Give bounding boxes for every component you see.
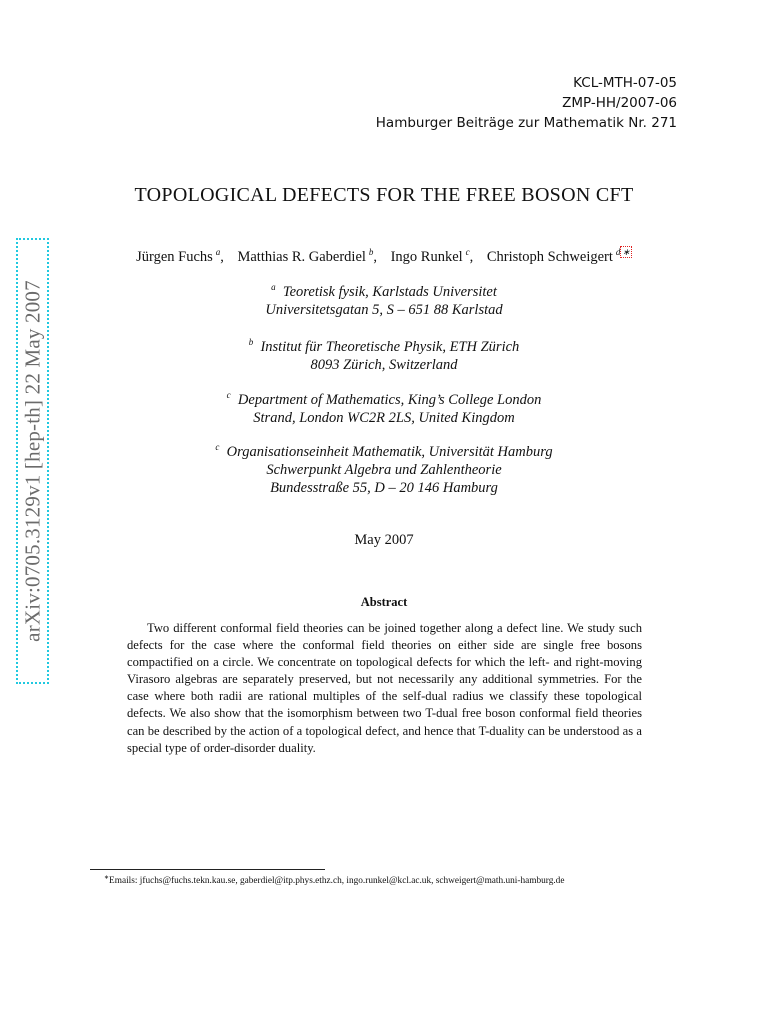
affiliation-mark: c (226, 390, 231, 400)
author-name: Matthias R. Gaberdiel (237, 248, 366, 265)
affiliation (0, 438, 768, 497)
affiliation-text: Organisationseinheit Mathematik, Universität Hamburg (226, 443, 553, 460)
affiliation-text: Department of Mathematics, King’s College London (237, 391, 542, 408)
footnote-link[interactable] (620, 246, 632, 258)
report-number: KCL-MTH-07-05 (573, 75, 677, 91)
affiliation-mark: d (615, 247, 621, 257)
affiliation-mark: a (215, 247, 221, 257)
affiliation-line: Bundesstraße 55, D – 20 146 Hamburg (270, 479, 498, 496)
affiliation-mark: b (368, 247, 374, 257)
affiliation-mark: b (248, 337, 254, 347)
author-name: Ingo Runkel (390, 248, 463, 265)
affiliation (0, 386, 768, 427)
author-list (0, 246, 768, 266)
author (487, 249, 632, 265)
publication-date: May 2007 (354, 532, 414, 548)
footnote-mark: ∗ (622, 247, 630, 257)
author-name: Jürgen Fuchs (136, 248, 213, 265)
report-number: Hamburger Beiträge zur Mathematik Nr. 271 (375, 115, 677, 131)
affiliation-line: Strand, London WC2R 2LS, United Kingdom (253, 409, 515, 426)
affiliation (0, 278, 768, 319)
affiliation-line: Schwerpunkt Algebra und Zahlentheorie (266, 461, 502, 478)
footnote-mark: ∗ (104, 875, 110, 881)
affiliation-mark: a (271, 282, 276, 292)
footnote (104, 874, 704, 886)
arxiv-identifier[interactable]: arXiv:0705.3129v1 [hep-th] 22 May 2007 (20, 280, 45, 642)
affiliation-line: Universitetsgatan 5, S – 651 88 Karlstad (265, 301, 503, 318)
footnote-divider (90, 869, 325, 870)
report-number: ZMP-HH/2007-06 (562, 95, 677, 111)
footnote-emails[interactable]: Emails: jfuchs@fuchs.tekn.kau.se, gaberdiel@itp.phys.ethz.ch, ingo.runkel@kcl.ac.uk, schweigert@math.uni-hamburg.de (109, 876, 565, 887)
affiliation (0, 333, 768, 374)
affiliation-text: Institut für Theoretische Physik, ETH Zürich (260, 338, 520, 355)
report-numbers (376, 73, 677, 133)
affiliation-line (0, 278, 768, 301)
abstract-heading: Abstract (360, 595, 408, 609)
affiliation-line (0, 333, 768, 356)
affiliation-line (0, 386, 768, 409)
author: Ingo Runkel $^c$, (390, 247, 474, 265)
author: Matthias R. Gaberdiel $^b$, (237, 247, 377, 265)
affiliation-text: Teoretisk fysik, Karlstads Universitet (282, 283, 497, 300)
author: Jürgen Fuchs $^a$, (136, 247, 224, 265)
affiliation-line: 8093 Zürich, Switzerland (310, 356, 458, 373)
affiliation-mark: c (465, 247, 470, 257)
abstract-text: Two different conformal field theories can be joined together along a defect line. We study such defects for the case where the conformal field theories on either side are single free bosons compactified on a circle. We concentrate on topological defects for which the left- and right-moving Virasoro algebras are separately preserved, but not necessarily any additional symmetries. For the case where both radii are rational multiples of the self-dual radius we classify these topological defects. We also show that the isomorphism between two T-dual free boson conformal field theories can be described by the action of a topological defect, and hence that T-duality can be understood as a special type of order-disorder duality. (127, 621, 642, 755)
author-name: Christoph Schweigert (486, 248, 613, 265)
paper-title: TOPOLOGICAL DEFECTS FOR THE FREE BOSON CFT (134, 184, 634, 206)
affiliation-mark: c (215, 442, 220, 452)
affiliation-line (0, 438, 768, 461)
